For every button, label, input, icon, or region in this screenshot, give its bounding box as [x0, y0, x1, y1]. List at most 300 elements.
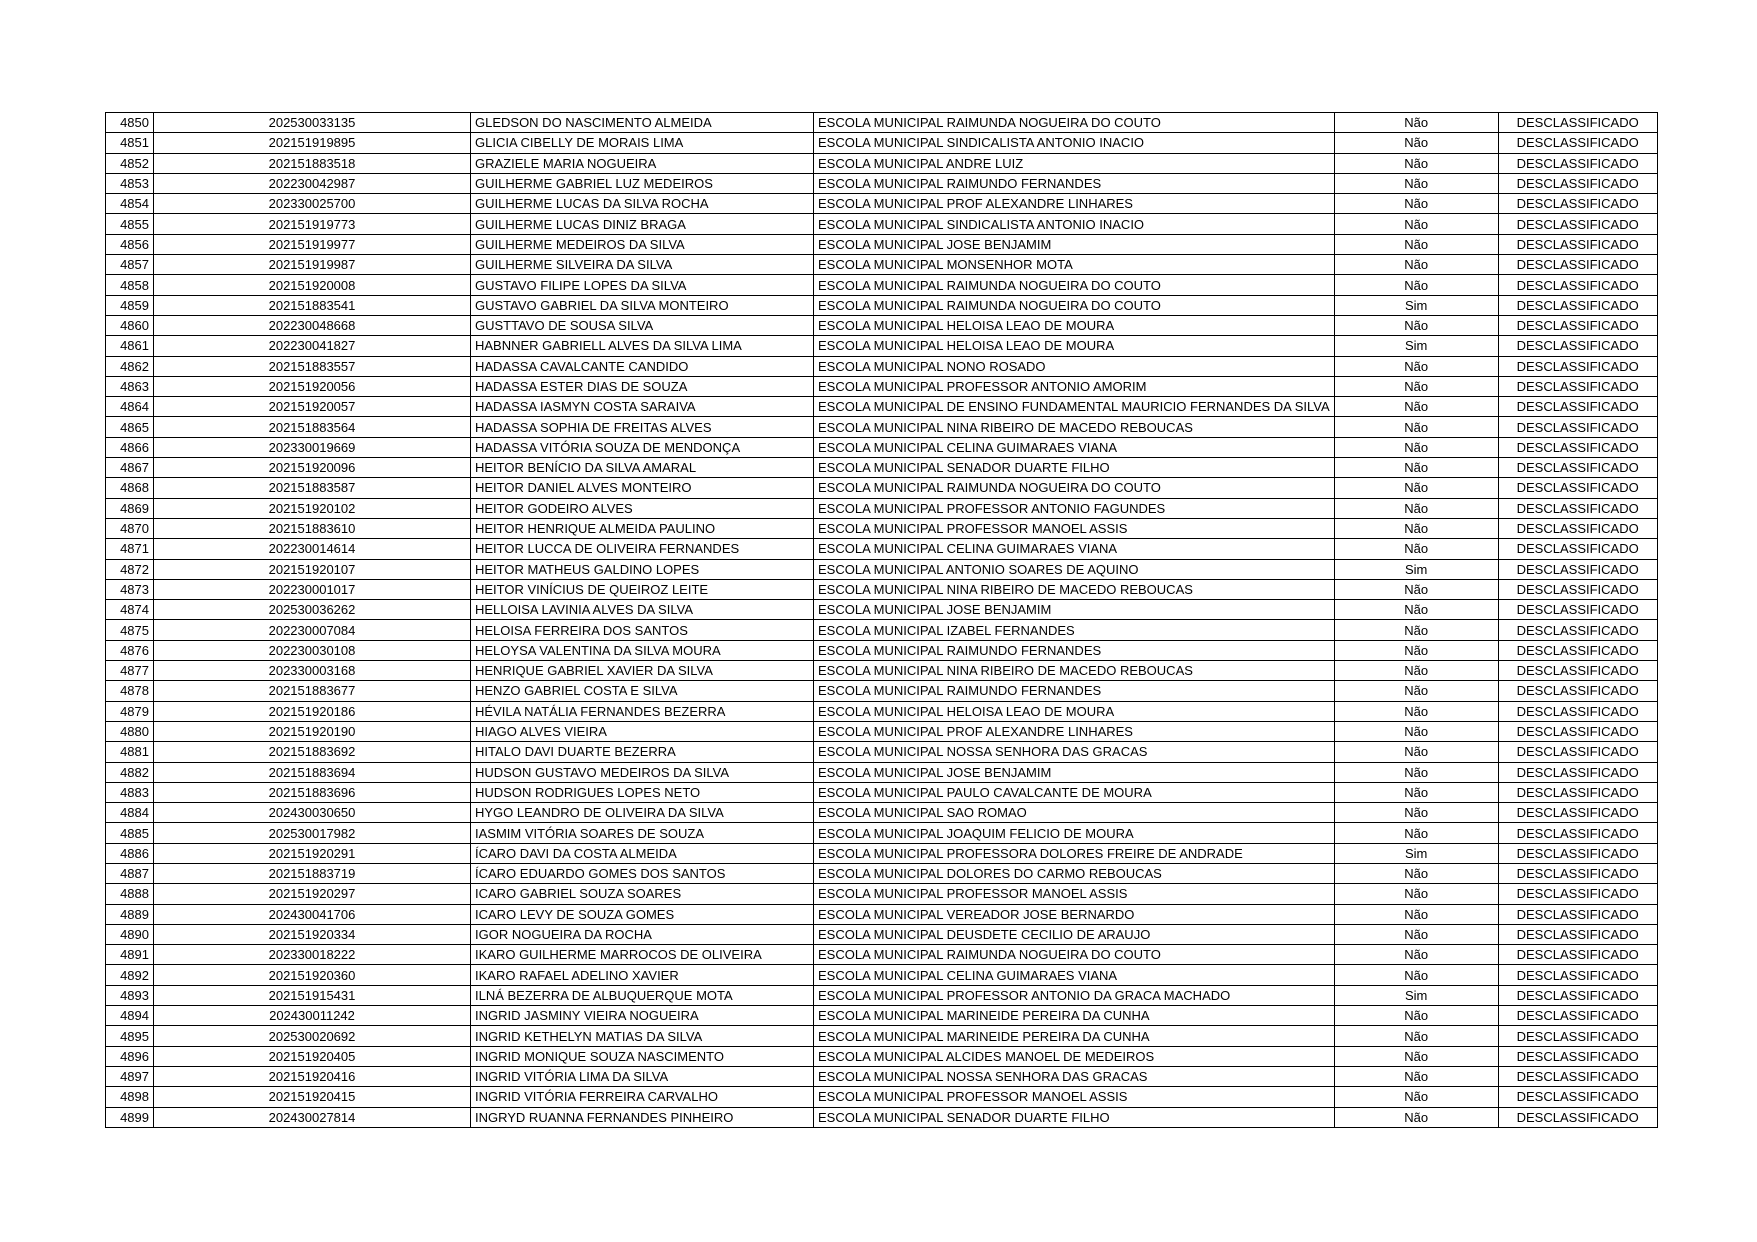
table-row	[106, 803, 1658, 823]
table-row	[106, 965, 1658, 985]
table-row	[106, 985, 1658, 1005]
school-cell: ESCOLA MUNICIPAL SENADOR DUARTE FILHO	[814, 458, 1335, 478]
status-cell: DESCLASSIFICADO	[1498, 498, 1657, 518]
student-name-cell: HELOYSA VALENTINA DA SILVA MOURA	[471, 640, 814, 660]
registration-cell: 202151920057	[154, 397, 471, 417]
flag-cell: Não	[1334, 924, 1498, 944]
student-name-cell: GLICIA CIBELLY DE MORAIS LIMA	[471, 133, 814, 153]
flag-cell: Não	[1334, 133, 1498, 153]
student-name-cell: HEITOR GODEIRO ALVES	[471, 498, 814, 518]
row-number-cell: 4853	[106, 173, 154, 193]
status-cell: DESCLASSIFICADO	[1498, 579, 1657, 599]
table-row	[106, 437, 1658, 457]
registration-cell: 202151920102	[154, 498, 471, 518]
school-cell: ESCOLA MUNICIPAL HELOISA LEAO DE MOURA	[814, 701, 1335, 721]
registration-cell: 202230030108	[154, 640, 471, 660]
student-name-cell: HITALO DAVI DUARTE BEZERRA	[471, 742, 814, 762]
registration-cell: 202151883564	[154, 417, 471, 437]
school-cell: ESCOLA MUNICIPAL PROF ALEXANDRE LINHARES	[814, 721, 1335, 741]
table-row	[106, 1087, 1658, 1107]
status-cell: DESCLASSIFICADO	[1498, 275, 1657, 295]
registration-cell: 202151920360	[154, 965, 471, 985]
status-cell: DESCLASSIFICADO	[1498, 539, 1657, 559]
table-row	[106, 661, 1658, 681]
registration-cell: 202151883677	[154, 681, 471, 701]
student-name-cell: HIAGO ALVES VIEIRA	[471, 721, 814, 741]
row-number-cell: 4857	[106, 255, 154, 275]
table-row	[106, 133, 1658, 153]
table-row	[106, 600, 1658, 620]
results-table-body	[106, 113, 1658, 1128]
flag-cell: Não	[1334, 823, 1498, 843]
student-name-cell: INGRID MONIQUE SOUZA NASCIMENTO	[471, 1046, 814, 1066]
registration-cell: 202430041706	[154, 904, 471, 924]
student-name-cell: IKARO RAFAEL ADELINO XAVIER	[471, 965, 814, 985]
status-cell: DESCLASSIFICADO	[1498, 559, 1657, 579]
flag-cell: Sim	[1334, 559, 1498, 579]
table-row	[106, 904, 1658, 924]
flag-cell: Não	[1334, 458, 1498, 478]
flag-cell: Não	[1334, 721, 1498, 741]
student-name-cell: GUILHERME SILVEIRA DA SILVA	[471, 255, 814, 275]
table-row	[106, 376, 1658, 396]
table-row	[106, 620, 1658, 640]
school-cell: ESCOLA MUNICIPAL NINA RIBEIRO DE MACEDO REBOUCAS	[814, 579, 1335, 599]
status-cell: DESCLASSIFICADO	[1498, 803, 1657, 823]
table-row	[106, 539, 1658, 559]
registration-cell: 202151883696	[154, 782, 471, 802]
school-cell: ESCOLA MUNICIPAL JOSE BENJAMIM	[814, 600, 1335, 620]
registration-cell: 202151920096	[154, 458, 471, 478]
flag-cell: Não	[1334, 113, 1498, 133]
registration-cell: 202230007084	[154, 620, 471, 640]
row-number-cell: 4878	[106, 681, 154, 701]
status-cell: DESCLASSIFICADO	[1498, 1066, 1657, 1086]
results-table	[105, 112, 1658, 1128]
registration-cell: 202151920107	[154, 559, 471, 579]
row-number-cell: 4891	[106, 945, 154, 965]
status-cell: DESCLASSIFICADO	[1498, 600, 1657, 620]
student-name-cell: GLEDSON DO NASCIMENTO ALMEIDA	[471, 113, 814, 133]
row-number-cell: 4884	[106, 803, 154, 823]
status-cell: DESCLASSIFICADO	[1498, 417, 1657, 437]
student-name-cell: INGRID VITÓRIA LIMA DA SILVA	[471, 1066, 814, 1086]
school-cell: ESCOLA MUNICIPAL NOSSA SENHORA DAS GRACAS	[814, 1066, 1335, 1086]
school-cell: ESCOLA MUNICIPAL SINDICALISTA ANTONIO INACIO	[814, 133, 1335, 153]
row-number-cell: 4880	[106, 721, 154, 741]
student-name-cell: HYGO LEANDRO DE OLIVEIRA DA SILVA	[471, 803, 814, 823]
school-cell: ESCOLA MUNICIPAL MARINEIDE PEREIRA DA CUNHA	[814, 1006, 1335, 1026]
school-cell: ESCOLA MUNICIPAL SAO ROMAO	[814, 803, 1335, 823]
registration-cell: 202151919987	[154, 255, 471, 275]
flag-cell: Não	[1334, 417, 1498, 437]
status-cell: DESCLASSIFICADO	[1498, 843, 1657, 863]
student-name-cell: ÍCARO EDUARDO GOMES DOS SANTOS	[471, 863, 814, 883]
registration-cell: 202151883694	[154, 762, 471, 782]
status-cell: DESCLASSIFICADO	[1498, 173, 1657, 193]
flag-cell: Não	[1334, 1087, 1498, 1107]
status-cell: DESCLASSIFICADO	[1498, 904, 1657, 924]
row-number-cell: 4894	[106, 1006, 154, 1026]
row-number-cell: 4881	[106, 742, 154, 762]
school-cell: ESCOLA MUNICIPAL NINA RIBEIRO DE MACEDO REBOUCAS	[814, 417, 1335, 437]
row-number-cell: 4876	[106, 640, 154, 660]
table-row	[106, 113, 1658, 133]
flag-cell: Não	[1334, 579, 1498, 599]
table-row	[106, 742, 1658, 762]
status-cell: DESCLASSIFICADO	[1498, 884, 1657, 904]
status-cell: DESCLASSIFICADO	[1498, 762, 1657, 782]
student-name-cell: HELOISA FERREIRA DOS SANTOS	[471, 620, 814, 640]
table-row	[106, 214, 1658, 234]
status-cell: DESCLASSIFICADO	[1498, 255, 1657, 275]
table-row	[106, 640, 1658, 660]
row-number-cell: 4859	[106, 295, 154, 315]
row-number-cell: 4898	[106, 1087, 154, 1107]
status-cell: DESCLASSIFICADO	[1498, 1026, 1657, 1046]
status-cell: DESCLASSIFICADO	[1498, 397, 1657, 417]
row-number-cell: 4870	[106, 518, 154, 538]
school-cell: ESCOLA MUNICIPAL RAIMUNDA NOGUEIRA DO COUTO	[814, 275, 1335, 295]
registration-cell: 202430011242	[154, 1006, 471, 1026]
table-row	[106, 924, 1658, 944]
row-number-cell: 4886	[106, 843, 154, 863]
school-cell: ESCOLA MUNICIPAL PROF ALEXANDRE LINHARES	[814, 194, 1335, 214]
school-cell: ESCOLA MUNICIPAL ALCIDES MANOEL DE MEDEIROS	[814, 1046, 1335, 1066]
student-name-cell: INGRID KETHELYN MATIAS DA SILVA	[471, 1026, 814, 1046]
student-name-cell: ÍCARO DAVI DA COSTA ALMEIDA	[471, 843, 814, 863]
school-cell: ESCOLA MUNICIPAL NINA RIBEIRO DE MACEDO REBOUCAS	[814, 661, 1335, 681]
registration-cell: 202151919977	[154, 234, 471, 254]
status-cell: DESCLASSIFICADO	[1498, 742, 1657, 762]
registration-cell: 202230042987	[154, 173, 471, 193]
table-row	[106, 579, 1658, 599]
table-row	[106, 234, 1658, 254]
table-row	[106, 782, 1658, 802]
row-number-cell: 4888	[106, 884, 154, 904]
row-number-cell: 4874	[106, 600, 154, 620]
status-cell: DESCLASSIFICADO	[1498, 356, 1657, 376]
row-number-cell: 4869	[106, 498, 154, 518]
row-number-cell: 4895	[106, 1026, 154, 1046]
registration-cell: 202151920008	[154, 275, 471, 295]
status-cell: DESCLASSIFICADO	[1498, 194, 1657, 214]
table-row	[106, 1026, 1658, 1046]
school-cell: ESCOLA MUNICIPAL MONSENHOR MOTA	[814, 255, 1335, 275]
flag-cell: Não	[1334, 803, 1498, 823]
row-number-cell: 4875	[106, 620, 154, 640]
flag-cell: Não	[1334, 539, 1498, 559]
school-cell: ESCOLA MUNICIPAL IZABEL FERNANDES	[814, 620, 1335, 640]
table-row	[106, 397, 1658, 417]
row-number-cell: 4854	[106, 194, 154, 214]
table-row	[106, 823, 1658, 843]
flag-cell: Não	[1334, 376, 1498, 396]
school-cell: ESCOLA MUNICIPAL ANDRE LUIZ	[814, 153, 1335, 173]
table-row	[106, 721, 1658, 741]
registration-cell: 202151883518	[154, 153, 471, 173]
student-name-cell: IASMIM VITÓRIA SOARES DE SOUZA	[471, 823, 814, 843]
row-number-cell: 4861	[106, 336, 154, 356]
table-row	[106, 458, 1658, 478]
flag-cell: Não	[1334, 275, 1498, 295]
row-number-cell: 4864	[106, 397, 154, 417]
school-cell: ESCOLA MUNICIPAL CELINA GUIMARAES VIANA	[814, 437, 1335, 457]
status-cell: DESCLASSIFICADO	[1498, 478, 1657, 498]
school-cell: ESCOLA MUNICIPAL VEREADOR JOSE BERNARDO	[814, 904, 1335, 924]
table-row	[106, 194, 1658, 214]
row-number-cell: 4890	[106, 924, 154, 944]
status-cell: DESCLASSIFICADO	[1498, 863, 1657, 883]
table-row	[106, 884, 1658, 904]
school-cell: ESCOLA MUNICIPAL CELINA GUIMARAES VIANA	[814, 539, 1335, 559]
status-cell: DESCLASSIFICADO	[1498, 823, 1657, 843]
registration-cell: 202151883719	[154, 863, 471, 883]
registration-cell: 202530033135	[154, 113, 471, 133]
row-number-cell: 4852	[106, 153, 154, 173]
student-name-cell: HEITOR VINÍCIUS DE QUEIROZ LEITE	[471, 579, 814, 599]
registration-cell: 202151920334	[154, 924, 471, 944]
flag-cell: Não	[1334, 782, 1498, 802]
status-cell: DESCLASSIFICADO	[1498, 661, 1657, 681]
school-cell: ESCOLA MUNICIPAL SINDICALISTA ANTONIO INACIO	[814, 214, 1335, 234]
school-cell: ESCOLA MUNICIPAL ANTONIO SOARES DE AQUINO	[814, 559, 1335, 579]
flag-cell: Não	[1334, 437, 1498, 457]
student-name-cell: HADASSA IASMYN COSTA SARAIVA	[471, 397, 814, 417]
status-cell: DESCLASSIFICADO	[1498, 985, 1657, 1005]
row-number-cell: 4887	[106, 863, 154, 883]
status-cell: DESCLASSIFICADO	[1498, 721, 1657, 741]
status-cell: DESCLASSIFICADO	[1498, 295, 1657, 315]
status-cell: DESCLASSIFICADO	[1498, 1006, 1657, 1026]
student-name-cell: GUILHERME LUCAS DINIZ BRAGA	[471, 214, 814, 234]
registration-cell: 202151883541	[154, 295, 471, 315]
flag-cell: Não	[1334, 478, 1498, 498]
school-cell: ESCOLA MUNICIPAL PROFESSOR ANTONIO AMORIM	[814, 376, 1335, 396]
row-number-cell: 4866	[106, 437, 154, 457]
registration-cell: 202151920416	[154, 1066, 471, 1086]
row-number-cell: 4882	[106, 762, 154, 782]
status-cell: DESCLASSIFICADO	[1498, 153, 1657, 173]
registration-cell: 202330025700	[154, 194, 471, 214]
registration-cell: 202151920291	[154, 843, 471, 863]
student-name-cell: HADASSA SOPHIA DE FREITAS ALVES	[471, 417, 814, 437]
flag-cell: Não	[1334, 315, 1498, 335]
student-name-cell: INGRYD RUANNA FERNANDES PINHEIRO	[471, 1107, 814, 1127]
table-row	[106, 518, 1658, 538]
student-name-cell: GUILHERME MEDEIROS DA SILVA	[471, 234, 814, 254]
registration-cell: 202230001017	[154, 579, 471, 599]
flag-cell: Não	[1334, 173, 1498, 193]
flag-cell: Não	[1334, 1026, 1498, 1046]
student-name-cell: GUSTAVO GABRIEL DA SILVA MONTEIRO	[471, 295, 814, 315]
row-number-cell: 4863	[106, 376, 154, 396]
status-cell: DESCLASSIFICADO	[1498, 945, 1657, 965]
table-row	[106, 153, 1658, 173]
row-number-cell: 4873	[106, 579, 154, 599]
row-number-cell: 4850	[106, 113, 154, 133]
registration-cell: 202151915431	[154, 985, 471, 1005]
table-row	[106, 356, 1658, 376]
status-cell: DESCLASSIFICADO	[1498, 681, 1657, 701]
registration-cell: 202530036262	[154, 600, 471, 620]
registration-cell: 202430030650	[154, 803, 471, 823]
row-number-cell: 4851	[106, 133, 154, 153]
school-cell: ESCOLA MUNICIPAL HELOISA LEAO DE MOURA	[814, 336, 1335, 356]
row-number-cell: 4867	[106, 458, 154, 478]
row-number-cell: 4893	[106, 985, 154, 1005]
status-cell: DESCLASSIFICADO	[1498, 437, 1657, 457]
table-row	[106, 945, 1658, 965]
table-row	[106, 1006, 1658, 1026]
flag-cell: Não	[1334, 1107, 1498, 1127]
student-name-cell: HELLOISA LAVINIA ALVES DA SILVA	[471, 600, 814, 620]
status-cell: DESCLASSIFICADO	[1498, 1107, 1657, 1127]
registration-cell: 202151920190	[154, 721, 471, 741]
table-row	[106, 1107, 1658, 1127]
flag-cell: Não	[1334, 965, 1498, 985]
flag-cell: Não	[1334, 518, 1498, 538]
table-row	[106, 843, 1658, 863]
student-name-cell: HENZO GABRIEL COSTA E SILVA	[471, 681, 814, 701]
school-cell: ESCOLA MUNICIPAL RAIMUNDO FERNANDES	[814, 173, 1335, 193]
flag-cell: Não	[1334, 498, 1498, 518]
row-number-cell: 4856	[106, 234, 154, 254]
registration-cell: 202151919773	[154, 214, 471, 234]
status-cell: DESCLASSIFICADO	[1498, 782, 1657, 802]
row-number-cell: 4862	[106, 356, 154, 376]
row-number-cell: 4897	[106, 1066, 154, 1086]
registration-cell: 202330019669	[154, 437, 471, 457]
registration-cell: 202230048668	[154, 315, 471, 335]
school-cell: ESCOLA MUNICIPAL PROFESSOR ANTONIO DA GRACA MACHADO	[814, 985, 1335, 1005]
row-number-cell: 4883	[106, 782, 154, 802]
flag-cell: Não	[1334, 681, 1498, 701]
flag-cell: Não	[1334, 945, 1498, 965]
student-name-cell: GUILHERME GABRIEL LUZ MEDEIROS	[471, 173, 814, 193]
row-number-cell: 4877	[106, 661, 154, 681]
table-row	[106, 1066, 1658, 1086]
school-cell: ESCOLA MUNICIPAL NOSSA SENHORA DAS GRACAS	[814, 742, 1335, 762]
registration-cell: 202430027814	[154, 1107, 471, 1127]
table-row	[106, 701, 1658, 721]
flag-cell: Não	[1334, 701, 1498, 721]
status-cell: DESCLASSIFICADO	[1498, 458, 1657, 478]
school-cell: ESCOLA MUNICIPAL RAIMUNDO FERNANDES	[814, 681, 1335, 701]
status-cell: DESCLASSIFICADO	[1498, 315, 1657, 335]
flag-cell: Não	[1334, 356, 1498, 376]
registration-cell: 202151883587	[154, 478, 471, 498]
student-name-cell: HADASSA VITÓRIA SOUZA DE MENDONÇA	[471, 437, 814, 457]
school-cell: ESCOLA MUNICIPAL PROFESSOR MANOEL ASSIS	[814, 1087, 1335, 1107]
student-name-cell: HUDSON RODRIGUES LOPES NETO	[471, 782, 814, 802]
status-cell: DESCLASSIFICADO	[1498, 620, 1657, 640]
row-number-cell: 4855	[106, 214, 154, 234]
student-name-cell: GUILHERME LUCAS DA SILVA ROCHA	[471, 194, 814, 214]
table-row	[106, 255, 1658, 275]
row-number-cell: 4879	[106, 701, 154, 721]
table-row	[106, 315, 1658, 335]
flag-cell: Não	[1334, 1006, 1498, 1026]
school-cell: ESCOLA MUNICIPAL HELOISA LEAO DE MOURA	[814, 315, 1335, 335]
student-name-cell: INGRID VITÓRIA FERREIRA CARVALHO	[471, 1087, 814, 1107]
table-row	[106, 295, 1658, 315]
table-row	[106, 498, 1658, 518]
registration-cell: 202330003168	[154, 661, 471, 681]
flag-cell: Não	[1334, 1066, 1498, 1086]
table-row	[106, 681, 1658, 701]
school-cell: ESCOLA MUNICIPAL PROFESSOR MANOEL ASSIS	[814, 518, 1335, 538]
student-name-cell: HUDSON GUSTAVO MEDEIROS DA SILVA	[471, 762, 814, 782]
school-cell: ESCOLA MUNICIPAL DEUSDETE CECILIO DE ARAUJO	[814, 924, 1335, 944]
school-cell: ESCOLA MUNICIPAL CELINA GUIMARAES VIANA	[814, 965, 1335, 985]
school-cell: ESCOLA MUNICIPAL PAULO CAVALCANTE DE MOURA	[814, 782, 1335, 802]
row-number-cell: 4860	[106, 315, 154, 335]
status-cell: DESCLASSIFICADO	[1498, 234, 1657, 254]
registration-cell: 202530017982	[154, 823, 471, 843]
status-cell: DESCLASSIFICADO	[1498, 924, 1657, 944]
status-cell: DESCLASSIFICADO	[1498, 965, 1657, 985]
status-cell: DESCLASSIFICADO	[1498, 701, 1657, 721]
status-cell: DESCLASSIFICADO	[1498, 336, 1657, 356]
school-cell: ESCOLA MUNICIPAL PROFESSORA DOLORES FREIRE DE ANDRADE	[814, 843, 1335, 863]
status-cell: DESCLASSIFICADO	[1498, 640, 1657, 660]
student-name-cell: GRAZIELE MARIA NOGUEIRA	[471, 153, 814, 173]
school-cell: ESCOLA MUNICIPAL DOLORES DO CARMO REBOUCAS	[814, 863, 1335, 883]
flag-cell: Não	[1334, 214, 1498, 234]
table-row	[106, 336, 1658, 356]
student-name-cell: HADASSA ESTER DIAS DE SOUZA	[471, 376, 814, 396]
registration-cell: 202151919895	[154, 133, 471, 153]
flag-cell: Sim	[1334, 336, 1498, 356]
school-cell: ESCOLA MUNICIPAL PROFESSOR MANOEL ASSIS	[814, 884, 1335, 904]
student-name-cell: HEITOR MATHEUS GALDINO LOPES	[471, 559, 814, 579]
flag-cell: Não	[1334, 600, 1498, 620]
school-cell: ESCOLA MUNICIPAL JOAQUIM FELICIO DE MOURA	[814, 823, 1335, 843]
table-row	[106, 478, 1658, 498]
flag-cell: Sim	[1334, 295, 1498, 315]
school-cell: ESCOLA MUNICIPAL MARINEIDE PEREIRA DA CUNHA	[814, 1026, 1335, 1046]
registration-cell: 202151883692	[154, 742, 471, 762]
student-name-cell: HÉVILA NATÁLIA FERNANDES BEZERRA	[471, 701, 814, 721]
registration-cell: 202151920415	[154, 1087, 471, 1107]
status-cell: DESCLASSIFICADO	[1498, 133, 1657, 153]
table-row	[106, 417, 1658, 437]
row-number-cell: 4865	[106, 417, 154, 437]
registration-cell: 202230014614	[154, 539, 471, 559]
student-name-cell: ILNÁ BEZERRA DE ALBUQUERQUE MOTA	[471, 985, 814, 1005]
student-name-cell: HADASSA CAVALCANTE CANDIDO	[471, 356, 814, 376]
flag-cell: Não	[1334, 863, 1498, 883]
student-name-cell: IKARO GUILHERME MARROCOS DE OLIVEIRA	[471, 945, 814, 965]
row-number-cell: 4896	[106, 1046, 154, 1066]
registration-cell: 202151920405	[154, 1046, 471, 1066]
registration-cell: 202151920186	[154, 701, 471, 721]
school-cell: ESCOLA MUNICIPAL RAIMUNDA NOGUEIRA DO COUTO	[814, 295, 1335, 315]
row-number-cell: 4889	[106, 904, 154, 924]
registration-cell: 202151883610	[154, 518, 471, 538]
school-cell: ESCOLA MUNICIPAL DE ENSINO FUNDAMENTAL MAURICIO FERNANDES DA SILVA	[814, 397, 1335, 417]
flag-cell: Sim	[1334, 843, 1498, 863]
flag-cell: Não	[1334, 661, 1498, 681]
row-number-cell: 4892	[106, 965, 154, 985]
table-row	[106, 559, 1658, 579]
student-name-cell: GUSTAVO FILIPE LOPES DA SILVA	[471, 275, 814, 295]
student-name-cell: HABNNER GABRIELL ALVES DA SILVA LIMA	[471, 336, 814, 356]
student-name-cell: ICARO GABRIEL SOUZA SOARES	[471, 884, 814, 904]
school-cell: ESCOLA MUNICIPAL SENADOR DUARTE FILHO	[814, 1107, 1335, 1127]
table-row	[106, 863, 1658, 883]
